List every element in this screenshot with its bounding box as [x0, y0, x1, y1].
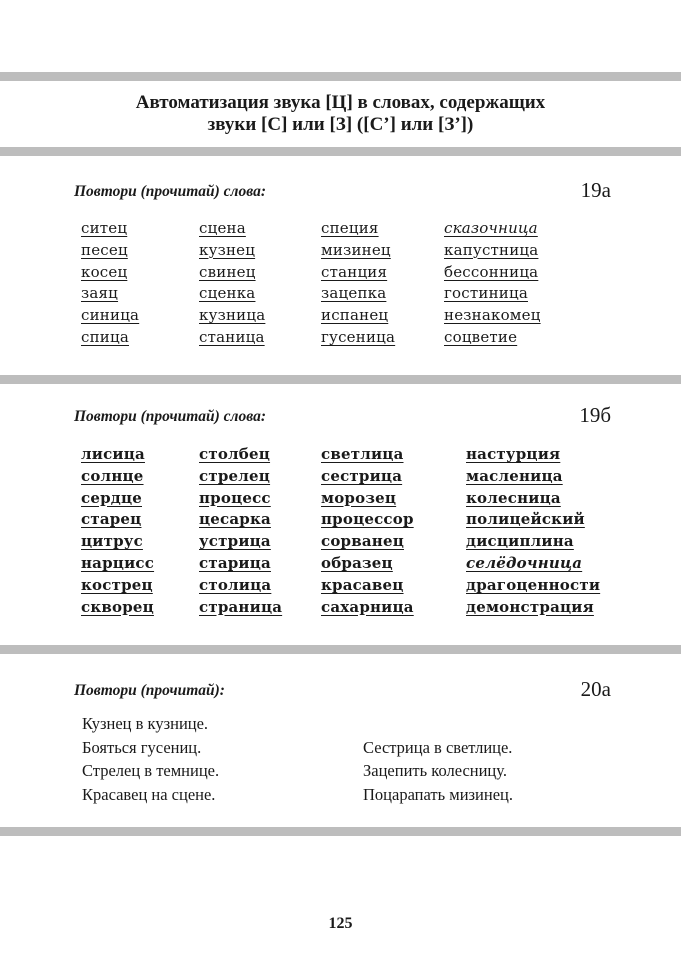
word: соцветие	[444, 327, 518, 346]
phrase: Поцарапать мизинец.	[363, 784, 513, 804]
exercise-19a-instruction: Повтори (прочитай) слова:	[74, 183, 266, 200]
word: сорванец	[321, 532, 404, 551]
word-column	[321, 444, 414, 618]
word: страница	[199, 597, 283, 616]
word: сценка	[199, 284, 256, 303]
divider-title-bottom	[0, 147, 681, 156]
word: станция	[321, 262, 388, 281]
word-column	[81, 444, 154, 618]
word: песец	[81, 240, 128, 259]
divider-top	[0, 72, 681, 81]
word: красавец	[321, 575, 404, 594]
word: устрица	[199, 532, 271, 551]
word: кузница	[199, 306, 266, 325]
word: сердце	[81, 488, 142, 507]
title-line-1: Автоматизация звука [Ц] в словах, содержащих	[135, 92, 546, 113]
word: столица	[199, 575, 272, 594]
phrases-left	[82, 712, 219, 806]
word: скворец	[81, 597, 154, 616]
word: заяц	[81, 284, 119, 303]
phrase: Зацепить колесницу.	[363, 761, 507, 780]
word: настурция	[466, 445, 561, 463]
exercise-20a-number: 20а	[580, 677, 611, 701]
word: гусеница	[321, 327, 396, 346]
word: цитрус	[81, 532, 143, 551]
word-column	[81, 218, 139, 349]
word: сцена	[199, 219, 246, 237]
divider-19b-20a	[0, 645, 681, 654]
word: сказочница	[444, 219, 538, 237]
word: столбец	[199, 445, 271, 463]
word: цесарка	[199, 510, 271, 529]
word: образец	[321, 553, 393, 572]
phrase: Красавец на сцене.	[82, 784, 216, 804]
exercise-19b-number: 19б	[579, 403, 611, 427]
word: зацепка	[321, 284, 387, 303]
word: селёдочница	[466, 553, 583, 572]
word: старец	[81, 510, 142, 529]
word: ситец	[81, 219, 128, 237]
word: гостиница	[444, 284, 528, 303]
word: мизинец	[321, 240, 391, 259]
word: морозец	[321, 488, 397, 507]
word: колесница	[466, 488, 561, 507]
word: дисциплина	[466, 532, 574, 551]
word: нарцисс	[81, 553, 155, 572]
word: бессонница	[444, 262, 539, 281]
page-title	[0, 92, 681, 136]
word: старица	[199, 553, 271, 572]
word: солнце	[81, 466, 144, 485]
word: лисица	[81, 445, 145, 463]
word: полицейский	[466, 510, 585, 529]
word: капустница	[444, 240, 539, 259]
word: свинец	[199, 262, 256, 281]
word-column	[444, 218, 541, 349]
word-column	[199, 218, 265, 349]
exercise-19a-number: 19а	[580, 178, 611, 202]
word: незнакомец	[444, 306, 541, 325]
title-line-2: звуки [С] или [З] ([С’] или [З’])	[207, 114, 474, 135]
exercise-19b-instruction: Повтори (прочитай) слова:	[74, 408, 266, 425]
word: сахарница	[321, 597, 414, 616]
phrases-right	[363, 736, 513, 807]
phrase: Бояться гусениц.	[82, 737, 202, 757]
word: кузнец	[199, 240, 256, 259]
word: процесс	[199, 488, 271, 507]
word: драгоценности	[466, 575, 601, 594]
word: спица	[81, 327, 129, 346]
exercise-20a-instruction: Повтори (прочитай):	[74, 682, 225, 699]
word: сестрица	[321, 466, 403, 485]
page-number: 125	[328, 915, 353, 932]
word: испанец	[321, 306, 389, 325]
word: синица	[81, 306, 140, 325]
phrase: Сестрица в светлице.	[363, 737, 513, 757]
word: демонстрация	[466, 597, 594, 616]
word: масленица	[466, 466, 563, 485]
divider-19a-19b	[0, 375, 681, 384]
word: косец	[81, 262, 128, 281]
word-column	[466, 444, 600, 618]
word: стрелец	[199, 466, 271, 485]
phrase: Стрелец в темнице.	[82, 761, 220, 780]
word: кострец	[81, 575, 153, 594]
word-column	[199, 444, 282, 618]
word: светлица	[321, 445, 404, 463]
word-column	[321, 218, 395, 349]
word: процессор	[321, 510, 414, 529]
word: специя	[321, 219, 379, 237]
word: станица	[199, 327, 265, 346]
phrase: Кузнец в кузнице.	[82, 714, 209, 733]
divider-bottom	[0, 827, 681, 836]
